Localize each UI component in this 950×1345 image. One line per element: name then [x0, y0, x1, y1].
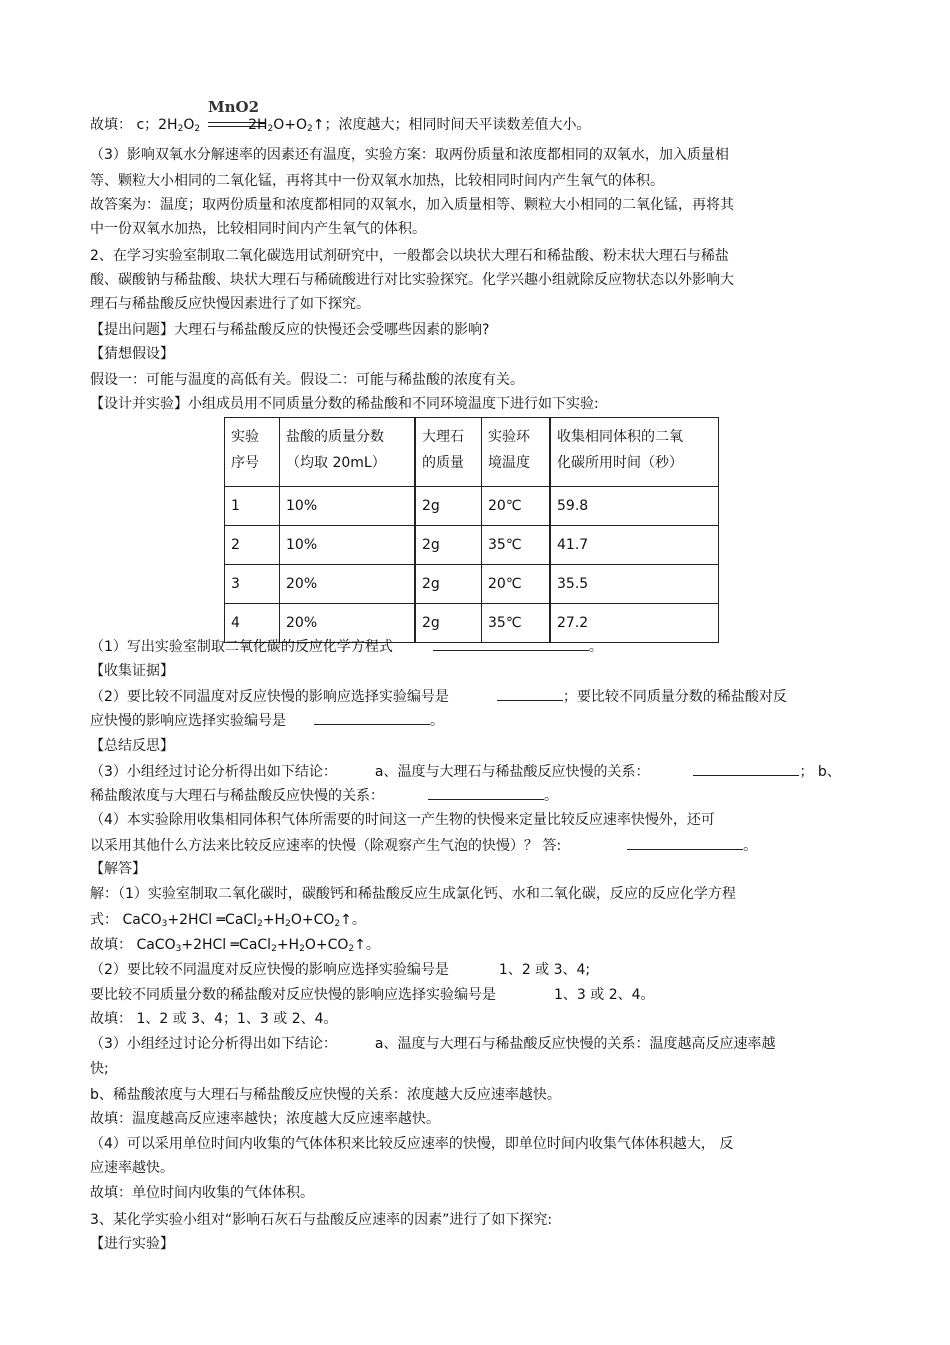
question-1: （1）写出实验室制取二氧化碳的反应化学方程式 。	[90, 636, 603, 657]
header-cell: 盐酸的质量分数 （均取 20mL）	[280, 418, 416, 487]
cell: 20%	[280, 604, 416, 643]
answer-3-cont: 快;	[90, 1061, 109, 1077]
section-evidence: 【收集证据】	[90, 663, 174, 679]
cell: 2	[225, 526, 280, 565]
question-4: （4）本实验除用收集相同体积气体所需要的时间这一产生物的快慢来定量比较反应速率快慢外，还可	[90, 812, 715, 828]
cell: 2g	[415, 565, 482, 604]
section-question: 【提出问题】大理石与稀盐酸反应的快慢还会受哪些因素的影响?	[90, 322, 490, 338]
section-summary: 【总结反思】	[90, 738, 174, 754]
header-cell: 大理石 的质量	[415, 418, 482, 487]
question-3: （3）小组经过讨论分析得出如下结论： a、温度与大理石与稀盐酸反应快慢的关系： ； b、	[90, 761, 841, 782]
question-3-intro: 3、某化学实验小组对“影响石灰石与盐酸反应速率的因素”进行了如下探究:	[90, 1212, 553, 1228]
cell: 4	[225, 604, 280, 643]
section-design: 【设计并实验】小组成员用不同质量分数的稀盐酸和不同环境温度下进行如下实验:	[90, 396, 599, 412]
text-line: 酸、碳酸钠与稀盐酸、块状大理石与稀硫酸进行对比实验探究。化学兴趣小组就除反应物状态以外影响大	[90, 272, 734, 288]
question-2-intro: 2、在学习实验室制取二氧化碳选用试剂研究中，一般都会以块状大理石和稀盐酸、粉末状大理石与稀盐	[90, 248, 729, 264]
answer-4-cont: 应速率越快。	[90, 1160, 174, 1176]
header-cell: 收集相同体积的二氧 化碳所用时间（秒）	[550, 418, 719, 487]
table-row	[225, 526, 719, 565]
answer-4: （4）可以采用单位时间内收集的气体体积来比较反应速率的快慢，即单位时间内收集气体体积越大， 反	[90, 1136, 734, 1152]
cell: 10%	[280, 526, 416, 565]
table-row	[225, 487, 719, 526]
question-4-cont: 以采用其他什么方法来比较反应速率的快慢（除观察产生气泡的快慢）？ 答: 。	[90, 835, 757, 856]
header-cell: 实验 序号	[225, 418, 280, 487]
answer-2-fill: 故填： 1、2 或 3、4；1、3 或 2、4。	[90, 1011, 338, 1027]
experiment-table	[224, 417, 719, 643]
cell: 41.7	[550, 526, 719, 565]
cell: 10%	[280, 487, 416, 526]
answer-1-equation: 式： CaCO$_3$+2HCl $═CaCl_2+H_2O+CO_2↑$。	[90, 912, 366, 929]
section-conduct: 【进行实验】	[90, 1236, 174, 1252]
question-2-cont: 应快慢的影响应选择实验编号是 。	[90, 710, 444, 731]
answer-2: （2）要比较不同温度对反应快慢的影响应选择实验编号是 1、2 或 3、4;	[90, 962, 591, 978]
text-line: 理石与稀盐酸反应快慢因素进行了如下探究。	[90, 296, 370, 312]
answer-4-fill: 故填：单位时间内收集的气体体积。	[90, 1185, 314, 1201]
answer-3: （3）小组经过讨论分析得出如下结论： a、温度与大理石与稀盐酸反应快慢的关系：温度越高反应速率越	[90, 1036, 776, 1052]
cell: 2g	[415, 487, 482, 526]
cell: 2g	[415, 604, 482, 643]
catalyst-label: MnO2	[208, 98, 260, 116]
text-line: 中一份双氧水加热，比较相同时间内产生氧气的体积。	[90, 221, 426, 237]
answer-2b: 要比较不同质量分数的稀盐酸对反应快慢的影响应选择实验编号是 1、3 或 2、4。	[90, 987, 655, 1003]
question-2: （2）要比较不同温度对反应快慢的影响应选择实验编号是 ；要比较不同质量分数的稀盐酸对反	[90, 686, 787, 707]
cell: 3	[225, 565, 280, 604]
table-header-row	[225, 418, 719, 487]
cell: 20℃	[482, 487, 551, 526]
answer-1: 解：（1）实验室制取二氧化碳时，碳酸钙和稀盐酸反应生成氯化钙、水和二氧化碳，反应的反应化学方程	[90, 886, 736, 902]
text-line: 故答案为：温度；取两份质量和浓度都相同的双氧水，加入质量相等、颗粒大小相同的二氧化锰，再将其	[90, 197, 734, 213]
answer-blank[interactable]	[314, 710, 430, 725]
header-cell: 实验环 境温度	[482, 418, 551, 487]
cell: 20%	[280, 565, 416, 604]
cell: 27.2	[550, 604, 719, 643]
answer-3-fill: 故填：温度越高反应速率越快；浓度越大反应速率越快。	[90, 1111, 440, 1127]
answer-blank[interactable]	[627, 835, 743, 850]
section-hypothesis: 【猜想假设】	[90, 346, 174, 362]
answer-blank[interactable]	[428, 785, 544, 800]
answer-3b: b、稀盐酸浓度与大理石与稀盐酸反应快慢的关系：浓度越大反应速率越快。	[90, 1087, 561, 1103]
answer-1-fill: 故填： CaCO$_3$+2HCl $═CaCl_2+H_2O+CO_2↑$。	[90, 937, 380, 954]
cell: 35℃	[482, 604, 551, 643]
section-answer: 【解答】	[90, 861, 146, 877]
answer-line-1: 故填： c；$2H_2O_2$ $2H_2O+O_2↑$；浓度越大；相同时间天平读数差值大小。	[90, 117, 591, 134]
cell: 59.8	[550, 487, 719, 526]
answer-blank[interactable]	[433, 636, 589, 651]
text-line: 等、颗粒大小相同的二氧化锰，再将其中一份双氧水加热，比较相同时间内产生氧气的体积。	[90, 173, 664, 189]
cell: 20℃	[482, 565, 551, 604]
question-3-cont: 稀盐酸浓度与大理石与稀盐酸反应快慢的关系： 。	[90, 785, 558, 806]
answer-blank[interactable]	[497, 686, 563, 701]
hypotheses: 假设一：可能与温度的高低有关。假设二：可能与稀盐酸的浓度有关。	[90, 372, 524, 388]
table-row	[225, 565, 719, 604]
cell: 35.5	[550, 565, 719, 604]
cell: 35℃	[482, 526, 551, 565]
text-line: （3）影响双氧水分解速率的因素还有温度，实验方案：取两份质量和浓度都相同的双氧水，加入质量相	[90, 147, 729, 163]
cell: 2g	[415, 526, 482, 565]
cell: 1	[225, 487, 280, 526]
answer-blank[interactable]	[693, 761, 799, 776]
